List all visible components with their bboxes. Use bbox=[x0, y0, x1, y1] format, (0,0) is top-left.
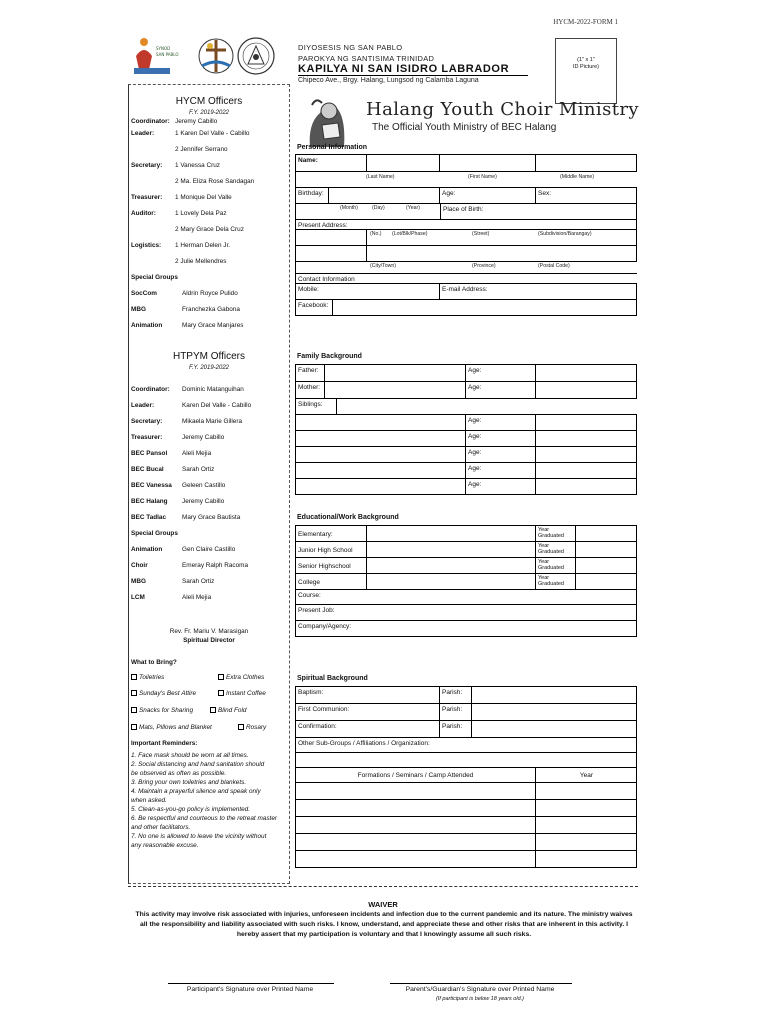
formation-row bbox=[296, 834, 637, 851]
confirmation-label: Confirmation: bbox=[298, 723, 337, 730]
reminder-line: 7. No one is allowed to leave the vicinity without bbox=[131, 833, 267, 840]
officer-role: Coordinator: bbox=[131, 386, 170, 393]
father-label: Father: bbox=[296, 365, 325, 381]
address-city-field[interactable] bbox=[367, 246, 637, 261]
special-role: MBG bbox=[131, 306, 146, 313]
choir-mascot-icon bbox=[298, 93, 356, 151]
communion-label: First Communion: bbox=[298, 706, 350, 713]
diocese-logo-icon bbox=[134, 38, 178, 74]
communion-parish-label: Parish: bbox=[440, 704, 472, 720]
bring-item-label: Toiletries bbox=[139, 674, 165, 681]
others-row bbox=[296, 738, 637, 753]
mother-age-field[interactable] bbox=[466, 382, 536, 398]
reminder-line: 1. Face mask should be worn at all times. bbox=[131, 752, 249, 759]
siblings-row bbox=[296, 399, 637, 415]
last-name-caption: (Last Name) bbox=[366, 174, 395, 180]
father-age-field[interactable] bbox=[466, 365, 536, 381]
trinity-logo-icon bbox=[199, 39, 233, 73]
job-field[interactable] bbox=[296, 605, 637, 620]
sibling-row bbox=[296, 431, 637, 447]
bring-item[interactable] bbox=[131, 690, 196, 698]
officer-role: Leader: bbox=[131, 130, 155, 137]
company-row bbox=[296, 621, 637, 637]
sibling-age-field[interactable] bbox=[466, 431, 536, 446]
checkbox-icon[interactable] bbox=[218, 690, 224, 696]
special-role: Animation bbox=[131, 322, 163, 329]
address-spacer bbox=[296, 230, 367, 245]
birthday-field[interactable] bbox=[329, 188, 440, 203]
mobile-field[interactable] bbox=[296, 284, 440, 299]
reminder-line: 2. Social distancing and hand sanitation should bbox=[131, 761, 265, 768]
father-field[interactable] bbox=[325, 365, 466, 381]
education-title: Educational/Work Background bbox=[297, 514, 399, 521]
guardian-signature-note: (If participant is below 18 years old.) bbox=[435, 996, 525, 1002]
formation-row bbox=[296, 800, 637, 817]
mobile-label: Mobile: bbox=[298, 286, 319, 293]
name-caption-row bbox=[296, 172, 637, 188]
officer-name: Dominic Matanguihan bbox=[182, 386, 244, 393]
reminder-line: when asked. bbox=[131, 797, 167, 804]
sibling-row bbox=[296, 415, 637, 431]
year-caption: (Year) bbox=[406, 205, 420, 211]
officer-name: Mikaela Marie Gillera bbox=[182, 418, 243, 425]
special-role: LCM bbox=[131, 594, 145, 601]
header-divider bbox=[298, 75, 528, 76]
age-field[interactable] bbox=[440, 188, 536, 203]
sibling-extra-field[interactable] bbox=[536, 431, 637, 446]
form-number: HYCM-2022-FORM 1 bbox=[553, 18, 618, 26]
officer-role: BEC Bucal bbox=[131, 466, 164, 473]
personal-title: Personal Information bbox=[297, 144, 368, 151]
sibling-name-field[interactable] bbox=[296, 447, 466, 462]
address-street-row bbox=[296, 230, 637, 246]
edu-year-graduated-label bbox=[536, 542, 576, 557]
birthday-label: Birthday: bbox=[296, 188, 329, 203]
lot-caption: (Lot/Blk/Phase) bbox=[392, 231, 428, 237]
birthplace-field[interactable] bbox=[440, 204, 637, 219]
confirmation-row bbox=[296, 721, 637, 738]
officer-role: Auditor: bbox=[131, 210, 156, 217]
special-name: Sarah Ortiz bbox=[182, 578, 215, 585]
province-caption: (Province) bbox=[472, 263, 496, 269]
sibling-row bbox=[296, 447, 637, 463]
postal-caption: (Postal Code) bbox=[538, 263, 570, 269]
special-role: SocCom bbox=[131, 290, 157, 297]
special-name: Gen Claire Castillo bbox=[182, 546, 236, 553]
bring-item[interactable] bbox=[131, 707, 193, 715]
address-caption-row bbox=[296, 262, 637, 274]
last-name-field[interactable] bbox=[367, 155, 440, 171]
no-caption: (No.) bbox=[370, 231, 382, 237]
sibling-name-field[interactable] bbox=[296, 463, 466, 478]
bring-item-label: Instant Coffee bbox=[226, 690, 266, 697]
special-name: Franchezka Gabona bbox=[182, 306, 240, 313]
city-caption: (City/Town) bbox=[370, 263, 396, 269]
job-row bbox=[296, 605, 637, 621]
formation-name-field[interactable] bbox=[296, 817, 536, 833]
formation-row bbox=[296, 851, 637, 868]
sibling-extra-field[interactable] bbox=[536, 415, 637, 430]
edu-level-label: Elementary: bbox=[296, 526, 367, 541]
spiritual-title: Spiritual Background bbox=[297, 675, 368, 682]
edu-level-row bbox=[296, 574, 637, 590]
checkbox-icon[interactable] bbox=[131, 724, 137, 730]
sibling-extra-field[interactable] bbox=[536, 479, 637, 494]
sibling-row bbox=[296, 479, 637, 495]
sibling-name-field[interactable] bbox=[296, 415, 466, 430]
ministry-name: Halang Youth Choir Ministry bbox=[366, 99, 639, 120]
address-label: Present Address: bbox=[298, 222, 348, 229]
sibling-extra-field[interactable] bbox=[536, 463, 637, 478]
sibling-age-label: Age: bbox=[468, 481, 482, 488]
others-field-2[interactable] bbox=[296, 753, 637, 767]
edu-school-field[interactable] bbox=[367, 558, 536, 573]
edu-year-graduated-label bbox=[536, 574, 576, 589]
baptism-row bbox=[296, 687, 637, 704]
officer-role: BEC Halang bbox=[131, 498, 168, 505]
graduated-text: Graduated bbox=[538, 581, 564, 587]
special-groups-title: Special Groups bbox=[131, 274, 178, 281]
special-name: Aleli Mejia bbox=[182, 594, 212, 601]
formation-year-field[interactable] bbox=[536, 817, 637, 833]
special-name: Mary Grace Manjares bbox=[182, 322, 244, 329]
diocese-name: DIYOSESIS NG SAN PABLO bbox=[298, 43, 403, 52]
sibling-age-label: Age: bbox=[468, 465, 482, 472]
edu-level-label: Senior Highschool bbox=[296, 558, 367, 573]
formation-year-field[interactable] bbox=[536, 783, 637, 799]
edu-year-field[interactable] bbox=[576, 558, 637, 573]
edu-school-field[interactable] bbox=[367, 526, 536, 541]
hycm-title: HYCM Officers bbox=[175, 96, 243, 107]
sibling-age-field[interactable] bbox=[466, 479, 536, 494]
bring-item-label: Rosary bbox=[246, 724, 267, 731]
family-grid bbox=[295, 364, 637, 495]
officer-name: Jeremy Cabillo bbox=[182, 498, 225, 505]
graduated-text: Graduated bbox=[538, 565, 564, 571]
email-field[interactable] bbox=[440, 284, 637, 299]
hycm-fy: F.Y. 2019-2022 bbox=[188, 110, 230, 116]
others-label: Other Sub-Groups / Affiliations / Organization: bbox=[298, 740, 430, 747]
officer-name: 1 Lovely Dela Paz bbox=[175, 210, 227, 217]
year-text: Year bbox=[538, 559, 550, 565]
officer-name: 1 Monique Del Valle bbox=[175, 194, 232, 201]
sibling-age-field[interactable] bbox=[466, 447, 536, 462]
checkbox-icon[interactable] bbox=[218, 674, 224, 680]
formations-header: Formations / Seminars / Camp Attended bbox=[296, 768, 536, 782]
officer-name: Sarah Ortiz bbox=[182, 466, 215, 473]
formation-year-field[interactable] bbox=[536, 851, 637, 867]
special-name: Aldrin Royce Pulido bbox=[182, 290, 238, 297]
special-groups-title: Special Groups bbox=[131, 530, 178, 537]
father-age-label: Age: bbox=[468, 367, 482, 374]
special-role: Animation bbox=[131, 546, 163, 553]
father-row bbox=[296, 365, 637, 382]
facebook-label: Facebook: bbox=[296, 300, 333, 315]
sibling-age-field[interactable] bbox=[466, 415, 536, 430]
chapel-name: KAPILYA NI SAN ISIDRO LABRADOR bbox=[298, 63, 510, 75]
reminder-line: 4. Maintain a prayerful silence and speak only bbox=[131, 788, 261, 795]
officer-role: Treasurer: bbox=[131, 434, 163, 441]
officer-name: Jeremy Cabillo bbox=[182, 434, 225, 441]
bring-title: What to Bring? bbox=[131, 659, 177, 666]
waiver-text: This activity may involve risk associated with injuries, unforeseen incidents and infection due to the current pandemic and its nature. The ministry waives all the responsibility and liability associated with such risks. I know, understand, and appreciate these and other risks that are inherent in this activity. I hereby assert that my participation is voluntary and that I knowingly assume all such risks. bbox=[135, 911, 633, 938]
birthplace-label: Place of Birth: bbox=[443, 206, 484, 213]
others-field[interactable] bbox=[296, 738, 637, 752]
contact-label: Contact Information bbox=[298, 276, 355, 283]
officer-name: 2 Julie Mellendres bbox=[175, 258, 227, 265]
job-label: Present Job: bbox=[298, 607, 335, 614]
mother-row bbox=[296, 382, 637, 399]
reminder-line: 6. Be respectful and courteous to the retreat master bbox=[131, 815, 277, 822]
subd-caption: (Subdivision/Barangay) bbox=[538, 231, 592, 237]
htpym-fy: F.Y. 2019-2022 bbox=[188, 365, 230, 371]
sibling-age-label: Age: bbox=[468, 449, 482, 456]
bring-item-label: Extra Clothes bbox=[226, 674, 265, 681]
edu-year-graduated-label bbox=[536, 558, 576, 573]
special-role: Choir bbox=[131, 562, 148, 569]
photo-label-2: ID Picture) bbox=[573, 64, 599, 70]
family-title: Family Background bbox=[297, 353, 362, 360]
others-row-2 bbox=[296, 753, 637, 768]
formation-name-field[interactable] bbox=[296, 783, 536, 799]
middle-name-field[interactable] bbox=[536, 155, 637, 171]
sibling-name-field[interactable] bbox=[296, 431, 466, 446]
parish-logos bbox=[130, 34, 290, 78]
reminder-line: be observed as often as possible. bbox=[131, 770, 227, 777]
bring-item[interactable] bbox=[131, 724, 212, 732]
edu-year-field[interactable] bbox=[576, 526, 637, 541]
siblings-label: Siblings: bbox=[296, 399, 337, 414]
bring-item[interactable] bbox=[218, 674, 264, 682]
course-row bbox=[296, 590, 637, 605]
svg-text:SYNOD: SYNOD bbox=[156, 46, 171, 51]
officer-name: Karen Del Valle - Cabillo bbox=[182, 402, 252, 409]
guardian-signature-line[interactable] bbox=[390, 983, 572, 984]
participant-signature-line[interactable] bbox=[168, 983, 334, 984]
edu-level-row bbox=[296, 526, 637, 542]
first-name-field[interactable] bbox=[440, 155, 536, 171]
name-label: Name: bbox=[296, 155, 367, 171]
officer-role: Logistics: bbox=[131, 242, 162, 249]
guardian-signature-label: Parent's/Guardian's Signature over Printed Name bbox=[405, 986, 555, 993]
company-label: Company/Agency: bbox=[298, 623, 352, 630]
bring-item-label: Mats, Pillows and Blanket bbox=[139, 724, 212, 731]
svg-text:SAN PABLO: SAN PABLO bbox=[156, 52, 179, 57]
formations-header-row bbox=[296, 768, 637, 783]
edu-school-field[interactable] bbox=[367, 574, 536, 589]
officer-role: Secretary: bbox=[131, 418, 163, 425]
edu-school-field[interactable] bbox=[367, 542, 536, 557]
participant-signature-label: Participant's Signature over Printed Name bbox=[186, 986, 314, 993]
formation-row bbox=[296, 783, 637, 800]
baptism-parish-field[interactable] bbox=[472, 687, 637, 703]
waiver-divider bbox=[128, 886, 638, 887]
day-caption: (Day) bbox=[372, 205, 385, 211]
sex-label: Sex: bbox=[538, 190, 552, 197]
middle-name-caption: (Middle Name) bbox=[560, 174, 595, 180]
year-text: Year bbox=[538, 543, 550, 549]
checkbox-icon[interactable] bbox=[131, 690, 137, 696]
parish-name: PAROKYA NG SANTISIMA TRINIDAD bbox=[298, 54, 435, 63]
header-block bbox=[298, 42, 434, 64]
bring-item[interactable] bbox=[210, 707, 246, 715]
officer-name: 1 Karen Del Valle - Cabillo bbox=[175, 130, 250, 137]
facebook-field[interactable] bbox=[333, 300, 637, 315]
year-text: Year bbox=[538, 527, 550, 533]
officer-name: 2 Jennifer Serrano bbox=[175, 146, 228, 153]
officer-name: Aleli Mejia bbox=[182, 450, 212, 457]
confirmation-parish-label: Parish: bbox=[440, 721, 472, 737]
birthday-row bbox=[296, 188, 637, 204]
officer-role: BEC Vanessa bbox=[131, 482, 172, 489]
special-role: MBG bbox=[131, 578, 146, 585]
communion-field[interactable] bbox=[296, 704, 440, 720]
special-name: Emeray Ralph Racoma bbox=[182, 562, 249, 569]
street-caption: (Street) bbox=[472, 231, 490, 237]
checkbox-icon[interactable] bbox=[238, 724, 244, 730]
email-label: E-mail Address: bbox=[442, 286, 488, 293]
month-caption: (Month) bbox=[340, 205, 358, 211]
sex-field[interactable] bbox=[536, 188, 637, 203]
mobile-row bbox=[296, 284, 637, 300]
officer-name: 2 Ma. Eliza Rose Sandagan bbox=[175, 178, 255, 185]
edu-level-label: College bbox=[296, 574, 367, 589]
mother-label: Mother: bbox=[296, 382, 325, 398]
officer-role: Secretary: bbox=[131, 162, 163, 169]
reminder-line: and other facilitators. bbox=[131, 824, 191, 831]
sibling-rows bbox=[296, 415, 637, 495]
mother-age-label: Age: bbox=[468, 384, 482, 391]
formations-year-header: Year bbox=[579, 772, 594, 779]
htpym-title: HTPYM Officers bbox=[172, 351, 246, 362]
communion-row bbox=[296, 704, 637, 721]
officer-role: Treasurer: bbox=[131, 194, 163, 201]
sibling-name-field[interactable] bbox=[296, 479, 466, 494]
formation-year-field[interactable] bbox=[536, 800, 637, 816]
first-name-caption: (First Name) bbox=[468, 174, 497, 180]
reminder-line: 3. Bring your own toiletries and blankets. bbox=[131, 779, 247, 786]
edu-year-field[interactable] bbox=[576, 542, 637, 557]
ministry-tagline: The Official Youth Ministry of BEC Halang bbox=[372, 122, 557, 133]
formation-name-field[interactable] bbox=[296, 834, 536, 850]
edu-level-row bbox=[296, 542, 637, 558]
contact-row bbox=[296, 274, 637, 284]
sibling-age-field[interactable] bbox=[466, 463, 536, 478]
officer-role: Leader: bbox=[131, 402, 155, 409]
mother-extra[interactable] bbox=[536, 382, 637, 398]
bring-item[interactable] bbox=[238, 724, 266, 732]
officer-role: Coordinator: bbox=[131, 118, 170, 125]
company-field[interactable] bbox=[296, 621, 637, 636]
checkbox-icon[interactable] bbox=[210, 707, 216, 713]
graduated-text: Graduated bbox=[538, 549, 564, 555]
baptism-label: Baptism: bbox=[298, 689, 324, 696]
address-city-row bbox=[296, 246, 637, 262]
officer-name: 1 Vanessa Cruz bbox=[175, 162, 220, 169]
director-title: Spiritual Director bbox=[183, 637, 235, 644]
birthplace-row bbox=[296, 204, 637, 220]
mother-field[interactable] bbox=[325, 382, 466, 398]
bring-item[interactable] bbox=[218, 690, 266, 698]
director-name: Rev. Fr. Mariu V. Marasigan bbox=[169, 628, 249, 635]
confirmation-field[interactable] bbox=[296, 721, 440, 737]
officer-role: BEC Pansol bbox=[131, 450, 168, 457]
chapel-address: Chipeco Ave., Brgy. Halang, Lungsod ng Calamba Laguna bbox=[298, 77, 479, 84]
checkbox-icon[interactable] bbox=[131, 674, 137, 680]
officer-name: 1 Herman Delen Jr. bbox=[175, 242, 231, 249]
edu-level-label: Junior High School bbox=[296, 542, 367, 557]
photo-label: (1" x 1" bbox=[577, 57, 595, 63]
edu-level-row bbox=[296, 558, 637, 574]
edu-year-field[interactable] bbox=[576, 574, 637, 589]
course-label: Course: bbox=[298, 592, 321, 599]
age-label: Age: bbox=[442, 190, 456, 197]
officer-name: Mary Grace Bautista bbox=[182, 514, 241, 521]
officer-name: Geleen Castillo bbox=[182, 482, 226, 489]
chapel-seal-icon bbox=[238, 38, 274, 74]
address-row bbox=[296, 220, 637, 230]
communion-parish-field[interactable] bbox=[472, 704, 637, 720]
edu-year-graduated-label bbox=[536, 526, 576, 541]
sibling-age-label: Age: bbox=[468, 417, 482, 424]
reminders-title: Important Reminders: bbox=[131, 740, 198, 747]
checkbox-icon[interactable] bbox=[131, 707, 137, 713]
year-text: Year bbox=[538, 575, 550, 581]
formation-name-field[interactable] bbox=[296, 851, 536, 867]
bring-item[interactable] bbox=[131, 674, 164, 682]
baptism-field[interactable] bbox=[296, 687, 440, 703]
sibling-extra-field[interactable] bbox=[536, 447, 637, 462]
officer-name: Jeremy Cabillo bbox=[175, 118, 218, 125]
father-extra[interactable] bbox=[536, 365, 637, 381]
education-grid bbox=[295, 525, 637, 637]
bring-item-label: Sunday's Best Attire bbox=[139, 690, 197, 697]
address-spacer-2 bbox=[296, 246, 367, 261]
reminder-line: 5. Clean-as-you-go policy is implemented. bbox=[131, 806, 250, 813]
personal-grid bbox=[295, 154, 637, 316]
formation-name-field[interactable] bbox=[296, 800, 536, 816]
officer-name: 2 Mary Grace Dela Cruz bbox=[175, 226, 244, 233]
edu-level-rows bbox=[296, 526, 637, 590]
formation-year-field[interactable] bbox=[536, 834, 637, 850]
waiver-title: WAIVER bbox=[368, 900, 398, 909]
graduated-text: Graduated bbox=[538, 533, 564, 539]
confirmation-parish-field[interactable] bbox=[472, 721, 637, 737]
spiritual-grid bbox=[295, 686, 637, 868]
id-photo-box[interactable] bbox=[555, 38, 617, 104]
formation-rows bbox=[296, 783, 637, 868]
formation-row bbox=[296, 817, 637, 834]
bring-item-label: Snacks for Sharing bbox=[139, 707, 193, 714]
officer-role: BEC Tadlac bbox=[131, 514, 167, 521]
bring-item-label: Blind Fold bbox=[218, 707, 247, 714]
facebook-row bbox=[296, 300, 637, 316]
sibling-age-label: Age: bbox=[468, 433, 482, 440]
course-field[interactable] bbox=[296, 590, 637, 604]
reminder-line: any reasonable excuse. bbox=[131, 842, 199, 849]
name-row bbox=[296, 155, 637, 172]
baptism-parish-label: Parish: bbox=[440, 687, 472, 703]
sibling-row bbox=[296, 463, 637, 479]
